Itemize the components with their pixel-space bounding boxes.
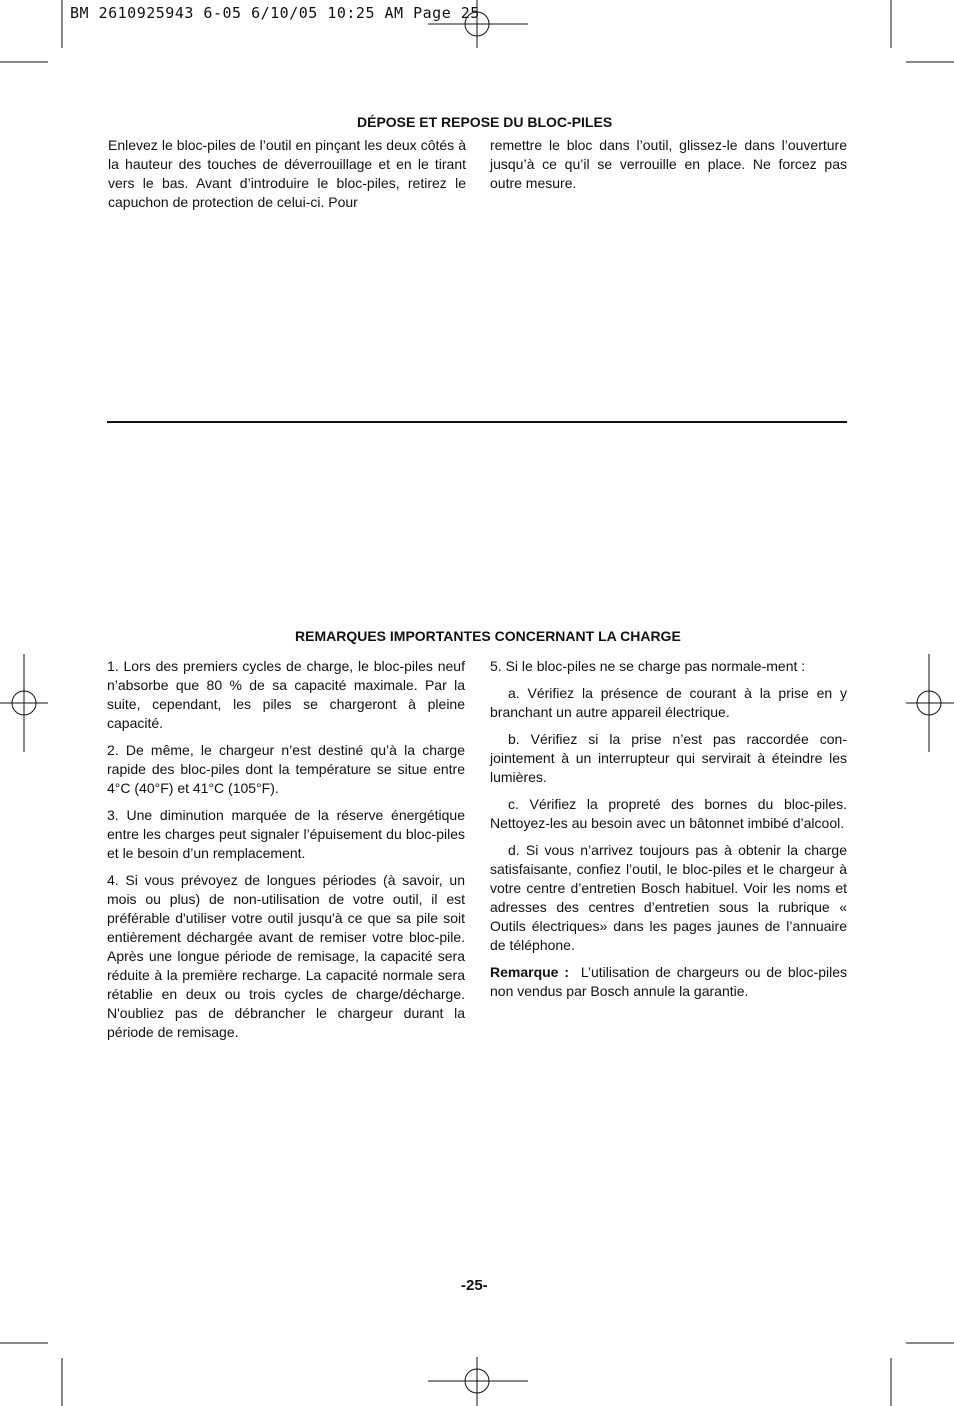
section-title-battery-removal: DÉPOSE ET REPOSE DU BLOC-PILES <box>357 114 613 130</box>
section1-right-paragraph: remettre le bloc dans l’outil, glissez-le dans l’ouverture jusqu’à ce qu’il se verrouille en place. Ne forcez pas outre mesure. <box>490 137 847 191</box>
charging-note-5d: d. Si vous n’arrivez toujours pas à obtenir la charge satisfaisante, confiez l’outil, le bloc-piles et le chargeur à votre centre d’entretien Bosch habituel. Voir les noms et adresses des centres d’entretien sous la rubrique « Outils électriques» dans les pages jaunes de l’annuaire de téléphone. <box>490 842 847 953</box>
remark-label: Remarque : <box>490 964 570 980</box>
warranty-remark <box>490 963 847 1001</box>
charging-note-4: 4. Si vous prévoyez de longues périodes (à savoir, un mois ou plus) de non-utilisation de votre outil, il est préférable d'utiliser votre outil jusqu'à ce que sa pile soit entièrement déchargée avant de remiser votre bloc-pile. Après une longue période de remisage, la capacité sera réduite à la première recharge. La capacité normale sera rétablie en deux ou trois cycles de charge/décharge. N'oubliez pas de débrancher le chargeur durant la période de remisage. <box>107 872 465 1040</box>
charging-note-5: 5. Si le bloc-piles ne se charge pas normale-ment : <box>490 658 806 674</box>
charging-note-5c: c. Vérifiez la propreté des bornes du bloc-piles. Nettoyez-les au besoin avec un bâtonnet imbibé d’alcool. <box>490 796 847 831</box>
registration-mark-left <box>0 654 48 752</box>
remark-text: L’utilisation de chargeurs ou de bloc-piles non vendus par Bosch annule la garantie. <box>490 964 848 999</box>
section1-left-column <box>108 136 466 220</box>
section-divider-rule <box>107 421 847 423</box>
section-title-charging-notes: REMARQUES IMPORTANTES CONCERNANT LA CHARGE <box>295 628 681 644</box>
section2-left-column <box>107 657 465 1050</box>
section2-right-column <box>490 657 847 1009</box>
print-slug: BM 2610925943 6-05 6/10/05 10:25 AM Page 25 <box>70 4 480 22</box>
charging-note-3: 3. Une diminution marquée de la réserve énergétique entre les charges peut signaler l’épuisement du bloc-piles et le besoin d’un remplacement. <box>107 807 465 861</box>
charging-note-2: 2. De même, le chargeur n’est destiné qu’à la charge rapide des bloc-piles dont la température se situe entre 4°C (40°F) et 41°C (105°F). <box>107 742 465 796</box>
registration-mark-bottom <box>428 1357 528 1406</box>
section1-left-paragraph: Enlevez le bloc-piles de l’outil en pinçant les deux côtés à la hauteur des touches de déverrouillage et en le tirant vers le bas. Avant d’introduire le bloc-piles, retirez le capuchon de protection de celui-ci. Pour <box>108 137 466 210</box>
charging-note-5a: a. Vérifiez la présence de courant à la prise en y branchant un autre appareil électrique. <box>490 685 847 720</box>
registration-mark-right <box>906 654 954 752</box>
page-number: -25- <box>461 1277 488 1294</box>
charging-note-5b: b. Vérifiez si la prise n’est pas raccordée con-jointement à un interrupteur qui servirait à éteindre les lumières. <box>490 731 847 785</box>
section1-right-column <box>490 136 847 201</box>
charging-note-1: 1. Lors des premiers cycles de charge, le bloc-piles neuf n’absorbe que 80 % de sa capacité maximale. Par la suite, cependant, les piles se chargeront à pleine capacité. <box>107 658 465 731</box>
